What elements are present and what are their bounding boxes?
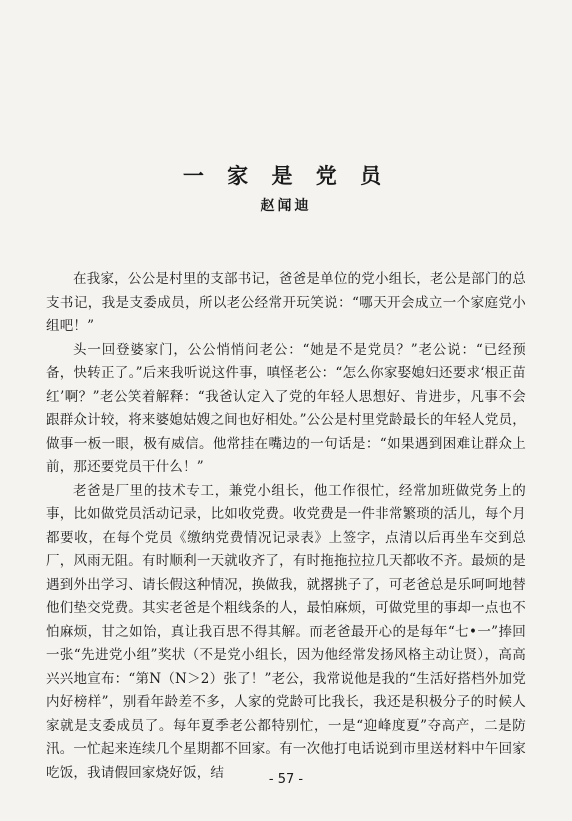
paragraph: 头一回登婆家门，公公悄悄问老公：“她是不是党员？”老公说：“已经预备，快转正了。”后来我听说这件事，嗔怪老公：“怎么你家娶媳妇还要求‘根正苗红’啊？”老公笑着解释：“我爸认定入了党的年轻人思想好、肯进步，凡事不会跟群众计较，将来婆媳姑嫂之间也好相处。”公公是村里党龄最长的年轻人党员，做事一板一眼，极有威信。他常挂在嘴边的一句话是：“如果遇到困难让群众上前，那还要党员干什么！” bbox=[46, 341, 526, 475]
paragraph: 在我家，公公是村里的支部书记，爸爸是单位的党小组长，老公是部门的总支书记，我是支委成员，所以老公经常开玩笑说：“哪天开会成立一个家庭党小组吧！” bbox=[46, 271, 526, 334]
article-title: 一 家 是 党 员 bbox=[182, 164, 390, 188]
article-body bbox=[46, 268, 526, 785]
article-author: 赵闻迪 bbox=[260, 198, 312, 214]
page-number: - 57 - bbox=[268, 772, 304, 787]
paragraph: 老爸是厂里的技术专工，兼党小组长，他工作很忙，经常加班做党务上的事，比如做党员活动记录，比如收党费。收党费是一件非常繁琐的活儿，每个月都要收，在每个党员《缴纳党费情况记录表》上签字，点清以后再坐车交到总厂，风雨无阻。有时顺利一天就收齐了，有时拖拖拉拉几天都收不齐。最烦的是遇到外出学习、请长假这种情况，换做我，就撂挑子了，可老爸总是乐呵呵地替他们垫交党费。其实老爸是个粗线条的人，最怕麻烦，可做党里的事却一点也不怕麻烦，甘之如饴，真让我百思不得其解。而老爸最开心的是每年“七•一”捧回一张“先进党小组”奖状（不是党小组长，因为他经常发扬风格主动让贤），高高兴兴地宣布：“第N（N＞2）张了！”老公，我常说他是我的“生活好搭档外加党内好榜样”，别看年龄差不多，人家的党龄可比我长，我还是积极分子的时候人家就是支委成员了。每年夏季老公都特别忙，一是“迎峰度夏”夺高产，二是防汛。一忙起来连续几个星期都不回家。有一次他打电话说到市里送材料中午回家吃饭，我请假回家烧好饭，结 bbox=[46, 482, 526, 781]
